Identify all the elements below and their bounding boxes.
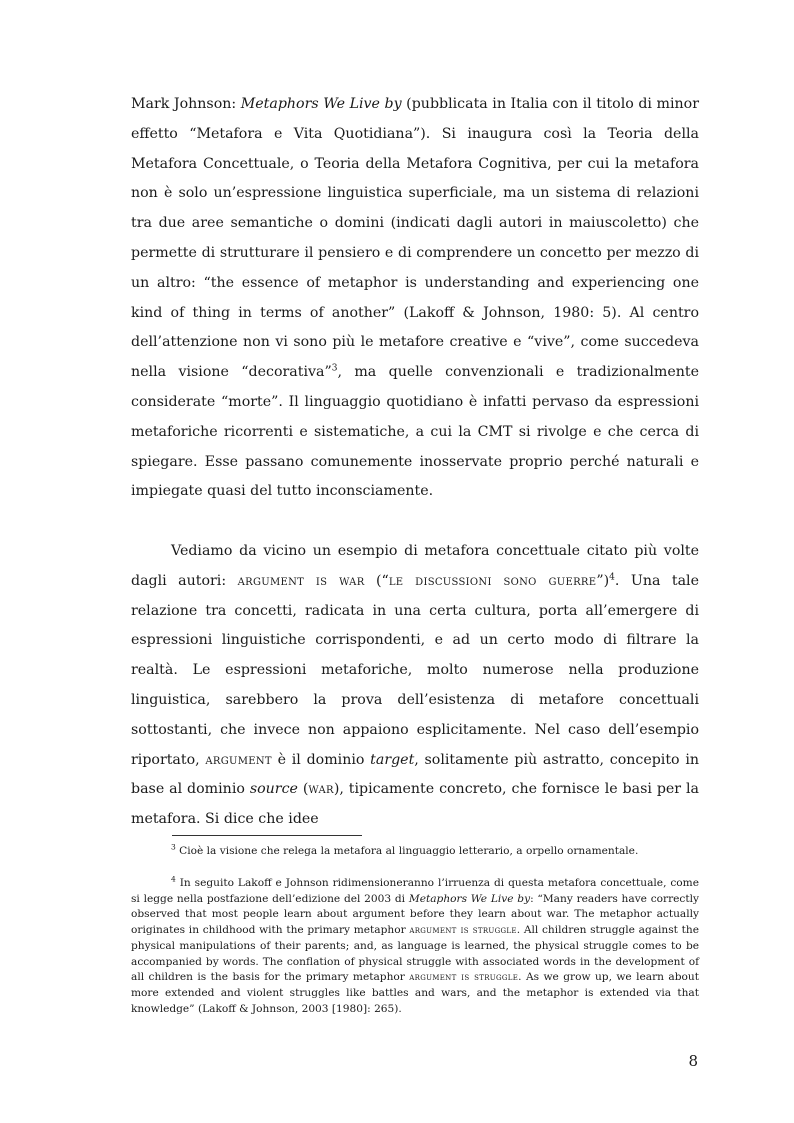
text-span: (pubblicata in Italia con il titolo di minor effetto “Metafora e Vita Quotidiana”). Si inaugura così la Teoria della Metafora Concettuale, o Teoria della Metafora Cognitiva, per cui la metafora non è solo un’espressione linguistica superficiale, ma un sistema di relazioni tra due aree semantiche o domini (indicati dagli autori in maiuscoletto) che permette di strutturare il pensiero e di comprendere un concetto per mezzo di un altro: “the essence of metaphor is understanding and experiencing one kind of thing in terms of another” (Lakoff & Johnson, 1980: 5). Al centro dell’attenzione non vi sono più le metafore creative e “vive”, come succedeva nella visione “decorativa” [131, 96, 699, 381]
text-span: . Una tale relazione tra concetti, radicata in una certa cultura, porta all’emergere di espressioni linguistiche corrispondenti, e ad un certo modo di filtrare la realtà. Le espressioni metaforiche, molto numerose nella produzione linguistica, sarebbero la prova dell’esistenza di metafore concettuali sottostanti, che invece non appaiono esplicitamente. Nel caso dell’esempio riportato, [131, 572, 699, 768]
text-span: è il dominio [271, 751, 371, 768]
book-title-italic: Metaphors We Live by [408, 892, 531, 905]
footnote-3 [131, 844, 699, 860]
text-span: Mark Johnson: [131, 96, 241, 112]
book-title-italic: Metaphors We Live by [240, 96, 402, 112]
text-span: (“ [364, 572, 389, 589]
body-paragraph-1 [131, 90, 699, 507]
small-caps-term: argument is war [237, 572, 365, 589]
small-caps-term: argument is struggle [409, 924, 517, 937]
text-span: ), tipicamente concreto, che fornisce le basi per la metafora. Si dice che idee [131, 781, 700, 828]
footnote-text: : “Many readers have correctly observed that most people learn about argument before they learn about war. The metaphor actually originates in childhood with the primary metaphor [131, 892, 699, 937]
text-span: ( [297, 781, 309, 798]
footnote-number: 3 [171, 842, 176, 852]
page-number: 8 [688, 1052, 698, 1070]
footnote-number: 4 [171, 874, 176, 884]
footnote-reference-3[interactable]: 3 [331, 363, 338, 374]
footnote-separator [172, 835, 362, 836]
text-span: ”) [596, 572, 610, 589]
italic-term: target [370, 751, 415, 768]
footnote-text: . As we grow up, we learn about more extended and violent struggles like battles and wars, and the metaphor is extended via that knowledge” (Lakoff & Johnson, 2003 [1980]: 265). [131, 971, 699, 1015]
italic-term: source [249, 781, 298, 798]
text-span: , ma quelle convenzionali e tradizionalmente considerate “morte”. Il linguaggio quotidiano è infatti pervaso da espressioni metaforiche ricorrenti e sistematiche, a cui la CMT si rivolge e che cerca di spiegare. Esse passano comunemente inosservate proprio perché naturali e impiegate quasi del tutto inconsciamente. [131, 364, 699, 500]
footnote-reference-4[interactable]: 4 [609, 572, 615, 583]
footnote-text: Cioè la visione che relega la metafora al linguaggio letterario, a orpello ornamentale. [175, 845, 639, 857]
small-caps-term: le discussioni sono guerre [388, 572, 597, 589]
footnote-4 [131, 876, 699, 1017]
small-caps-term: argument is struggle [409, 971, 519, 984]
text-span: Vediamo da vicino un esempio di metafora concettuale citato più volte dagli autori: [131, 543, 699, 589]
footnote-text: . All children struggle against the physical manipulations of their parents; and, as language is learned, the physical struggle comes to be accompanied by words. The conflation of physical struggle with associated words in the development of all children is the basis for the primary metaphor [131, 924, 699, 984]
body-paragraph-2 [131, 537, 699, 835]
footnote-text: In seguito Lakoff e Johnson ridimensioneranno l’irruenza di questa metafora concettuale, come si legge nella postfazione dell’edizione del 2003 di [131, 877, 699, 905]
text-span: , solitamente più astratto, concepito in base al dominio [131, 751, 699, 798]
small-caps-term: war [308, 781, 334, 798]
small-caps-term: argument [205, 751, 272, 768]
